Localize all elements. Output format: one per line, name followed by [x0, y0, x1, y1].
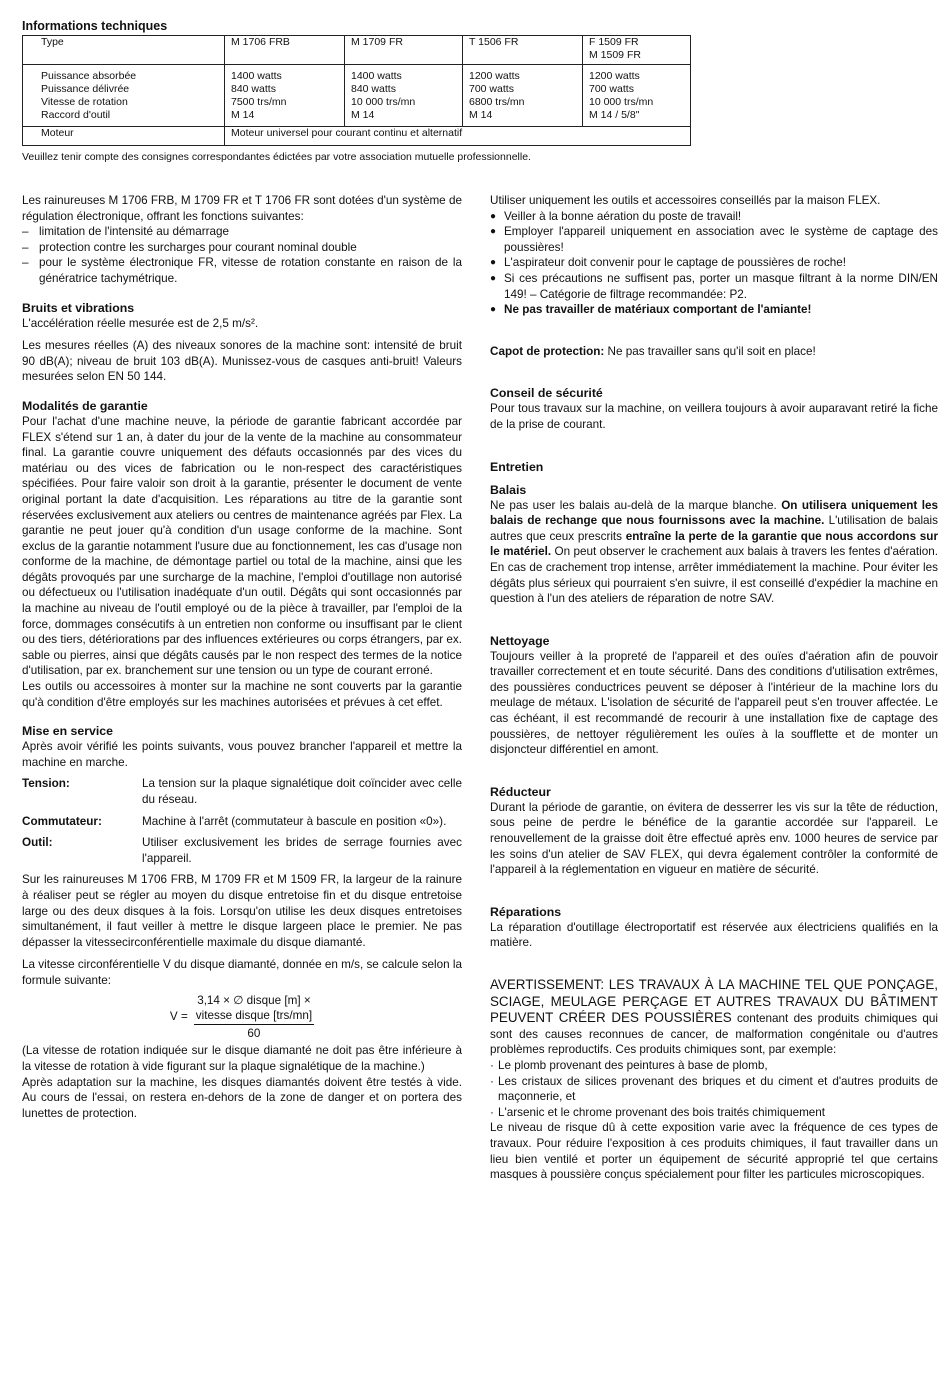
list-item: ● Employer l'appareil uniquement en association avec le système de captage des poussières! — [490, 225, 938, 254]
specs-model-values: 1400 watts 840 watts 7500 trs/mn M 14 — [225, 65, 345, 127]
specs-model-name: M 1709 FR — [345, 36, 463, 65]
warning-paragraph: AVERTISSEMENT: LES TRAVAUX À LA MACHINE TEL QUE PONÇAGE, SCIAGE, MEULAGE PERÇAGE ET AUTRES TRAVAUX DU BÂTIMENT PEUVENT CRÉER DES POUSSIÈRES contenant des produits chimiques qui sont des causes reconnues de cancer, de malformation congénitale ou d'autres problèmes reproductifs. Ces produits chimiques sont, par exemple: — [490, 977, 939, 1057]
specs-motor-label: Moteur — [23, 127, 225, 146]
specs-row-labels: Puissance absorbée Puissance délivrée Vitesse de rotation Raccord d'outil — [23, 65, 225, 127]
list-item: ● L'aspirateur doit convenir pour le captage de poussières de roche! — [490, 256, 847, 270]
speed-formula — [22, 993, 462, 1042]
bullet-icon: ● — [490, 257, 497, 269]
section-heading-startup: Mise en service — [22, 724, 113, 739]
list-item: ● Veiller à la bonne aération du poste de travail! — [490, 209, 742, 223]
list-item: ● Ne pas travailler de matériaux comportant de l'amiante! — [490, 303, 812, 317]
repairs-text: La réparation d'outillage électroportatif est réservée aux électriciens qualifiés en la matière. — [490, 920, 938, 950]
startup-check-row: Outil: Utiliser exclusivement les brides de serrage fournies avec l'appareil. — [22, 836, 462, 865]
brushes-text: Ne pas user les balais au-delà de la marque blanche. On utilisera uniquement les balais de rechange que nous fournissons avec la machine. L'utilisation de balais autres que ceux prescrits entraîne la perte de la garantie que nous accordons sur le matériel. On peut observer le crachement aux balais à travers les fentes d'aération. En cas de crachement trop intense, arrêter immédiatement la machine. Pour éviter les dégâts plus sérieux qui pourraient s'en suivre, il est conseillé d'expédier la machine en question à l'un des ateliers de réparation de notre SAV. — [490, 498, 938, 606]
startup-speed-note: (La vitesse de rotation indiquée sur le disque diamanté ne doit pas être inférieure à la vitesse de rotation à vide figurant sur la plaque signalétique de la machine.) — [22, 1044, 462, 1073]
right-column — [490, 193, 938, 1183]
specs-table — [22, 35, 691, 146]
section-heading-maintenance: Entretien — [490, 459, 544, 474]
specs-values-row — [23, 65, 691, 127]
specs-title: Informations techniques — [22, 19, 168, 33]
startup-check-row: Commutateur: Machine à l'arrêt (commutateur à bascule en position «0»). — [22, 814, 447, 828]
specs-model-values: 1200 watts 700 watts 6800 trs/mn M 14 — [463, 65, 583, 127]
specs-model-name: F 1509 FR M 1509 FR — [583, 36, 691, 65]
list-item: ● Si ces précautions ne suffisent pas, porter un masque filtrant à la norme DIN/EN 149! – Catégorie de filtrage recommandée: P2. — [490, 271, 938, 301]
bullet-icon: ● — [490, 304, 497, 316]
section-heading-safety: Conseil de sécurité — [490, 386, 603, 401]
specs-note: Veuillez tenir compte des consignes correspondantes édictées par votre association mutuelle professionnelle. — [22, 151, 531, 163]
list-item: · Le plomb provenant des peintures à base de plomb, — [490, 1058, 768, 1072]
specs-motor-value: Moteur universel pour courant continu et alternatif — [225, 127, 691, 146]
specs-type-label: Type — [23, 36, 225, 65]
bullet-icon: ● — [490, 272, 497, 284]
list-item: – limitation de l'intensité au démarrage — [22, 225, 229, 239]
warranty-accessories: Les outils ou accessoires à monter sur la machine ne sont couverts par la garantie qu'à condition d'être employés sur les machines autorisées et prévues à cet effet. — [22, 680, 462, 709]
specs-model-values: 1200 watts 700 watts 10 000 trs/mn M 14 / 5/8" — [583, 65, 691, 127]
noise-acceleration: L'accélération réelle mesurée est de 2,5 m/s². — [22, 316, 259, 330]
intro-paragraph: Les rainureuses M 1706 FRB, M 1709 FR et T 1706 FR sont dotées d'un système de régulation électronique, offrant les fonctions suivantes: — [22, 194, 462, 223]
section-heading-reducer: Réducteur — [490, 784, 551, 799]
accessories-note: Utiliser uniquement les outils et accessoires conseillés par la maison FLEX. — [490, 194, 881, 207]
list-item: – pour le système électronique FR, vitesse de rotation constante en raison de la génératrice tachymétrique. — [22, 256, 462, 285]
list-item: · L'arsenic et le chrome provenant des bois traités chimiquement — [490, 1105, 826, 1119]
guard-note: Capot de protection: Ne pas travailler sans qu'il soit en place! — [490, 344, 816, 358]
bullet-icon: ● — [490, 226, 497, 238]
startup-disc-width: Sur les rainureuses M 1706 FRB, M 1709 FR et M 1509 FR, la largeur de la rainure à réaliser peut se régler au moyen du disque entretoise fin et du disque entretoise large ou des deux disques à la fois. Lorsqu'on utilise les deux disques entretoises simultanément, il faut veiller à mettre le disque largeen place le premier. Ne pas dépasser la vitessecirconférentielle maximale du disque diamanté. — [22, 873, 462, 949]
startup-test: Après adaptation sur la machine, les disques diamantés doivent être testés à vide. Au cours de l'essai, on restera en-dehors de la zone de danger et on portera des lunettes de protection. — [22, 1075, 462, 1120]
formula-numerator: 3,14 × ∅ disque [m] × — [197, 993, 311, 1007]
list-item: · Les cristaux de silices provenant des briques et du ciment et d'autres produits de maçonnerie, et — [490, 1074, 938, 1104]
warranty-text: Pour l'achat d'une machine neuve, la période de garantie fabricant accordée par FLEX s'étend sur 1 an, à dater du jour de la vente de la machine au consommateur final. La garantie couvre uniquement des défauts occasionnés par des vices du matériau ou des vices de fabrication ou le non-respect des caractéristiques spécifiées. Pour faire valoir son droit à la garantie, présenter le document de vente original portant la date d'acquisition. Les réparations au titre de la garantie sont réservées exclusivement aux ateliers ou centres de maintenance agréés par Flex. La garantie ne peut jouer qu'à condition d'un usage conforme de la machine. Sont exclus de la garantie notamment l'usure due au fonctionnement, les cas d'usage non conforme de la machine, de démontage partiel ou total de la machine, ainsi que les dégâts provoqués par une surcharge de la machine, l'emploi d'outillage non autorisé ou défectueux ou l'utilisation inadéquate d'un outil. Dégâts qui sont occasionnés par la machine au niveau de l'outil employé ou de la pièce à travailler, par l'emploi de la force, dommages consécutifs à un entretien non conforme ou insuffisant par le client ou des tiers, détériorations par des influences extérieures ou corps étrangers, par ex. sable ou pierres, ainsi que dégâts causés par le non respect des termes de la notice d'utilisation, par ex. branchement sur une tension ou un type de courant erroné. — [22, 414, 462, 678]
startup-speed-intro: La vitesse circonférentielle V du disque diamanté, donnée en m/s, se calcule selon la formule suivante: — [22, 958, 462, 987]
warning-heading: AVERTISSEMENT: LES TRAVAUX À LA MACHINE TEL QUE PONÇAGE, SCIAGE, MEULAGE PERÇAGE ET AUTRES TRAVAUX DU BÂTIMENT PEUVENT CRÉER DES POUSSIÈRES — [490, 977, 938, 1026]
formula-denominator: 60 — [247, 1026, 261, 1040]
left-column — [22, 193, 462, 1121]
warning-outro: Le niveau de risque dû à cette exposition varie avec la fréquence de ces types de travaux. Pour réduire l'exposition à ces produits chimiques, il faut travailler dans un lieu bien ventilé et porter un équipement de sécurité approprié tel que certains masques à poussière conçus spécialement pour filter les particules microscopiques. — [490, 1121, 938, 1182]
section-heading-repairs: Réparations — [490, 904, 562, 919]
specs-model-name: M 1706 FRB — [225, 36, 345, 65]
section-heading-warranty: Modalités de garantie — [22, 398, 148, 413]
cleaning-text: Toujours veiller à la propreté de l'appareil et des ouïes d'aération afin de pouvoir travailler correctement et en toute sécurité. Dans des conditions d'utilisation extrêmes, des poussières conductrices peuvent se déposer à l'intérieur de la machine lors du meulage de métaux. L'isolation de sécurité de l'appareil peut s'en trouver affectée. Le cas échéant, il est recommandé de recourir à une installation fixe de captage des poussières, de nettoyer régulièrement les ouïes à la soufflette et de monter un disjoncteur différentiel en amont. — [490, 649, 938, 757]
specs-model-values: 1400 watts 840 watts 10 000 trs/mn M 14 — [345, 65, 463, 127]
section-heading-noise: Bruits et vibrations — [22, 300, 135, 315]
specs-header-row — [23, 36, 691, 65]
startup-check-row: Tension: La tension sur la plaque signalétique doit coïncider avec celle du réseau. — [22, 777, 462, 806]
section-heading-brushes: Balais — [490, 482, 527, 497]
formula-numerator-2: vitesse disque [trs/mn] — [195, 1009, 313, 1023]
noise-levels: Les mesures réelles (A) des niveaux sonores de la machine sont: intensité de bruit 90 dB(A); niveau de bruit 103 dB(A). Munissez-vous de casques anti-bruit! Valeurs mesurées selon EN 50 144. — [22, 339, 462, 384]
startup-intro: Après avoir vérifié les points suivants, vous pouvez brancher l'appareil et mettre la machine en marche. — [22, 740, 462, 769]
safety-text: Pour tous travaux sur la machine, on veillera toujours à avoir auparavant retiré la fiche de la prise de courant. — [490, 402, 938, 431]
list-item: – protection contre les surcharges pour courant nominal double — [22, 240, 357, 254]
bullet-icon: ● — [490, 210, 497, 222]
specs-motor-row — [23, 127, 691, 146]
specs-model-name: T 1506 FR — [463, 36, 583, 65]
reducer-text: Durant la période de garantie, on évitera de desserrer les vis sur la tête de réduction, sous peine de perdre le bénéfice de la garantie accordée sur l'appareil. Le renouvellement de la graisse doit être effectué après env. 1000 heures de service par les soins d'un atelier de SAV FLEX, qui devra également contrôler la conformité de l'appareil à la réglementation en vigueur en matière de sécurité. — [490, 800, 938, 877]
formula-lhs: V = — [169, 1010, 188, 1024]
section-heading-cleaning: Nettoyage — [490, 633, 550, 648]
